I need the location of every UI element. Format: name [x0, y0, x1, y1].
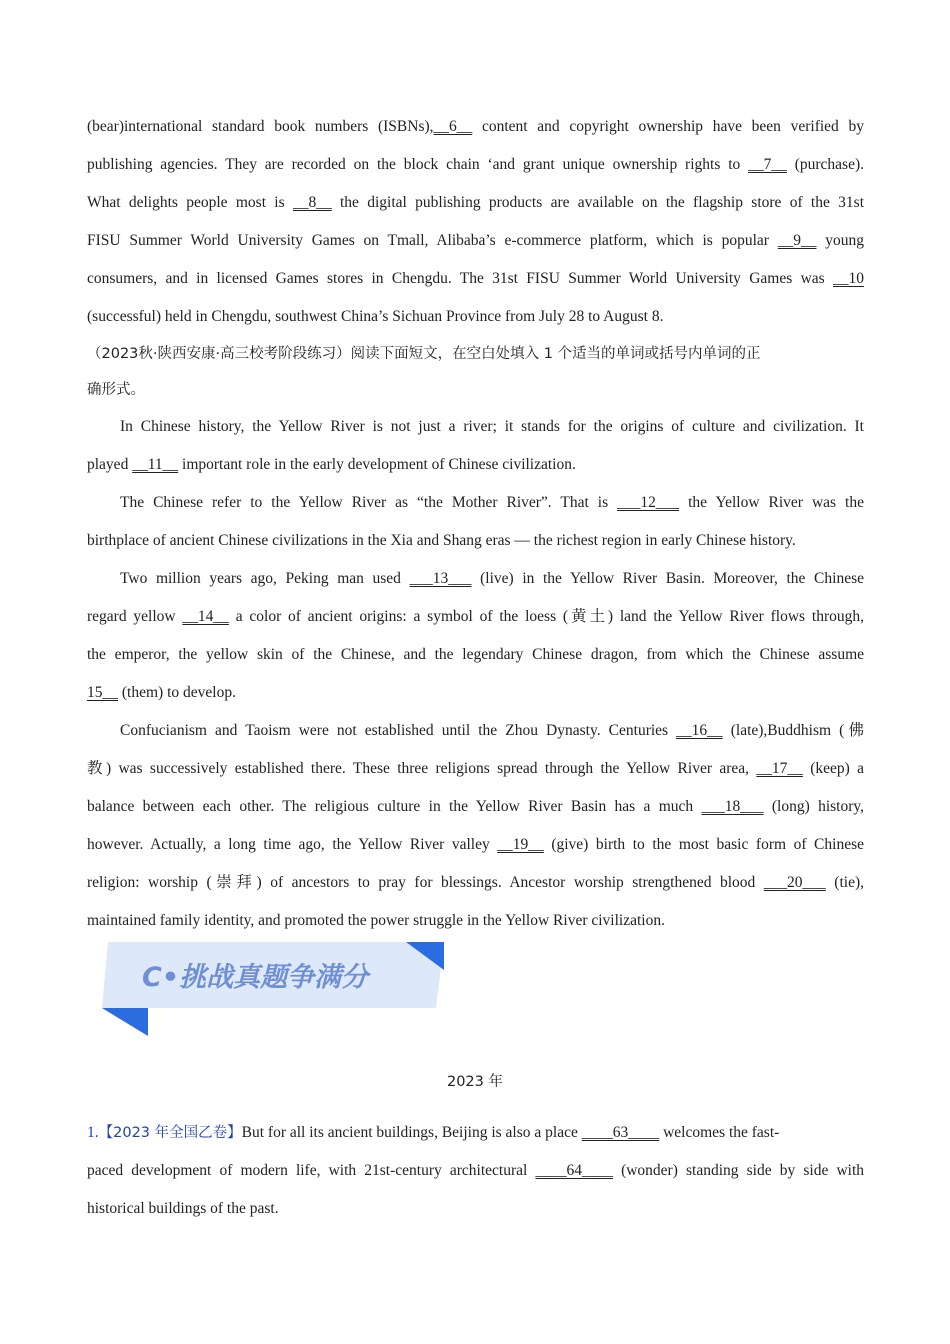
- answer-blank-18[interactable]: ___18___: [701, 798, 764, 815]
- answer-blank-12[interactable]: ___12___: [617, 494, 680, 511]
- passage-line: Two million years ago, Peking man used ___13___ (live) in the Yellow River Basin. Moreover, the Chinese: [120, 570, 864, 587]
- passage-line: FISU Summer World University Games on Tmall, Alibaba’s e-commerce platform, which is popular __9__ young: [87, 232, 865, 249]
- question-number: 1.: [87, 1124, 99, 1141]
- passage-line: played __11__ important role in the early development of Chinese civilization.: [87, 456, 576, 473]
- instruction-line: 确形式。: [87, 382, 145, 398]
- answer-blank-14[interactable]: __14__: [182, 608, 229, 625]
- year-heading: 2023 年: [446, 1074, 503, 1090]
- passage-line: maintained family identity, and promoted the power struggle in the Yellow River civilization.: [87, 912, 665, 929]
- answer-blank-17[interactable]: __17__: [756, 760, 803, 777]
- section-banner: [100, 940, 446, 1036]
- answer-blank-13[interactable]: ___13___: [409, 570, 472, 587]
- passage-top: [87, 108, 864, 940]
- answer-blank-63[interactable]: ____63____: [581, 1124, 660, 1141]
- answer-blank-9[interactable]: __9__: [777, 232, 817, 249]
- passage-line: birthplace of ancient Chinese civilizations in the Xia and Shang eras — the richest region in early Chinese history.: [87, 532, 796, 549]
- passage-line: What delights people most is __8__ the digital publishing products are available on the flagship store of the 31st: [87, 194, 865, 211]
- exercise-instruction: [87, 336, 864, 408]
- passage-line: (successful) held in Chengdu, southwest China’s Sichuan Province from July 28 to August 8.: [87, 308, 664, 325]
- passage-line: regard yellow __14__ a color of ancient origins: a symbol of the loess (黄土) land the Yellow River flows through,: [87, 608, 864, 625]
- passage-line: the emperor, the yellow skin of the Chinese, and the legendary Chinese dragon, from which the Chinese assume: [87, 646, 864, 663]
- passage-line: Confucianism and Taoism were not established until the Zhou Dynasty. Centuries __16__ (late),Buddhism (佛: [120, 722, 864, 739]
- question-line: paced development of modern life, with 21st-century architectural ____64____ (wonder) standing side by side with: [87, 1162, 865, 1179]
- answer-blank-7[interactable]: __7__: [748, 156, 787, 173]
- passage-line: In Chinese history, the Yellow River is not just a river; it stands for the origins of culture and civilization. It: [120, 418, 864, 435]
- answer-blank-64[interactable]: ____64____: [535, 1162, 613, 1179]
- passage-line: consumers, and in licensed Games stores in Chengdu. The 31st FISU Summer World University Games was __10: [87, 270, 864, 287]
- question-source: 【2023 年全国乙卷】: [98, 1125, 242, 1141]
- banner-ribbon: [100, 940, 446, 1036]
- answer-blank-11[interactable]: __11__: [132, 456, 179, 473]
- answer-blank-16[interactable]: __16__: [676, 722, 723, 739]
- question-line: historical buildings of the past.: [87, 1200, 279, 1217]
- passage-line: publishing agencies. They are recorded on the block chain ‘and grant unique ownership rights to __7__ (purchase).: [87, 156, 864, 173]
- passage-line: religion: worship (崇拜) of ancestors to pray for blessings. Ancestor worship strengthened blood ___20___ (tie),: [87, 874, 864, 891]
- passage-line: The Chinese refer to the Yellow River as “the Mother River”. That is ___12___ the Yellow River was the: [120, 494, 864, 511]
- answer-blank-8[interactable]: __8__: [292, 194, 332, 211]
- answer-blank-20[interactable]: ___20___: [763, 874, 826, 891]
- answer-blank-15[interactable]: 15__: [87, 684, 118, 701]
- answer-blank-6[interactable]: __6__: [433, 118, 473, 135]
- banner-text: C•挑战真题争满分: [142, 962, 369, 993]
- question-line: 1.【2023 年全国乙卷】But for all its ancient buildings, Beijing is also a place ____63____ welcomes the fast-: [87, 1124, 780, 1141]
- passage-line: 教) was successively established there. These three religions spread through the Yellow River area, __17__ (keep) a: [87, 760, 865, 777]
- question-1: [87, 1114, 864, 1228]
- answer-blank-10[interactable]: __10: [833, 270, 864, 287]
- passage-line: (bear)international standard book numbers (ISBNs),__6__ content and copyright ownership have been verified by: [87, 118, 864, 135]
- instruction-line: （2023秋·陕西安康·高三校考阶段练习）阅读下面短文，在空白处填入 1 个适当的单词或括号内单词的正: [87, 346, 761, 362]
- answer-blank-19[interactable]: __19__: [497, 836, 544, 853]
- passage-line: balance between each other. The religious culture in the Yellow River Basin has a much ___18___ (long) history,: [87, 798, 865, 815]
- passage-line: however. Actually, a long time ago, the Yellow River valley __19__ (give) birth to the most basic form of Chinese: [87, 836, 864, 853]
- passage-line: 15__ (them) to develop.: [87, 684, 236, 701]
